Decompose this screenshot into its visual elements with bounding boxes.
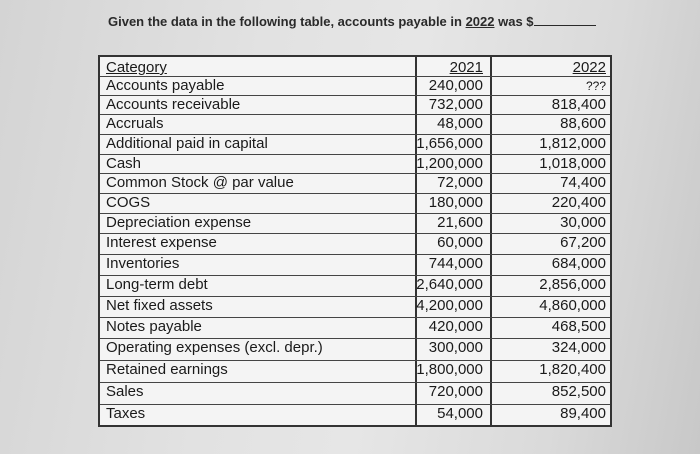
row-category: Sales xyxy=(106,383,144,400)
row-value-2021: 21,600 xyxy=(437,214,483,231)
row-category: Additional paid in capital xyxy=(106,135,268,152)
row-value-2021: 1,200,000 xyxy=(416,155,483,172)
row-category: COGS xyxy=(106,194,151,211)
row-value-2022: 89,400 xyxy=(560,405,606,422)
row-category: Common Stock @ par value xyxy=(106,174,294,191)
row-value-2021: 720,000 xyxy=(428,383,483,400)
row-value-2021: 732,000 xyxy=(428,96,483,113)
row-divider xyxy=(100,404,610,405)
row-value-2021: 300,000 xyxy=(428,339,483,356)
row-value-2022: 30,000 xyxy=(560,214,606,231)
row-category: Notes payable xyxy=(106,318,202,335)
row-category: Accounts payable xyxy=(106,77,225,94)
row-category: Cash xyxy=(106,155,142,172)
row-value-2021: 1,800,000 xyxy=(416,361,483,378)
row-divider xyxy=(100,382,610,383)
row-category: Inventories xyxy=(106,255,180,272)
table-grid xyxy=(100,57,610,425)
row-value-2021: 48,000 xyxy=(437,115,483,132)
row-value-2022: 1,018,000 xyxy=(539,155,606,172)
header-2021: 2021 xyxy=(449,59,483,76)
question-year: 2022 xyxy=(465,14,495,29)
row-category: Long-term debt xyxy=(106,276,208,293)
row-value-2022: 1,812,000 xyxy=(539,135,606,152)
answer-blank xyxy=(534,14,596,26)
row-value-2022: 74,400 xyxy=(560,174,606,191)
row-value-2021: 4,200,000 xyxy=(416,297,483,314)
row-value-2022: 4,860,000 xyxy=(539,297,606,314)
row-category: Accounts receivable xyxy=(106,96,241,113)
row-value-2022: 468,500 xyxy=(551,318,606,335)
row-value-2022: ??? xyxy=(585,79,606,93)
row-category: Taxes xyxy=(106,405,146,422)
row-value-2021: 2,640,000 xyxy=(416,276,483,293)
row-value-2022: 684,000 xyxy=(551,255,606,272)
row-category: Accruals xyxy=(106,115,164,132)
row-value-2021: 60,000 xyxy=(437,234,483,251)
row-value-2021: 54,000 xyxy=(437,405,483,422)
question-text xyxy=(108,14,596,29)
row-category: Depreciation expense xyxy=(106,214,252,231)
row-value-2022: 1,820,400 xyxy=(539,361,606,378)
header-2022: 2022 xyxy=(572,59,606,76)
row-category: Net fixed assets xyxy=(106,297,213,314)
header-category: Category xyxy=(106,59,167,76)
row-divider xyxy=(100,114,610,115)
row-value-2022: 324,000 xyxy=(551,339,606,356)
row-value-2022: 818,400 xyxy=(551,96,606,113)
row-value-2021: 744,000 xyxy=(428,255,483,272)
row-category: Retained earnings xyxy=(106,361,228,378)
row-value-2022: 2,856,000 xyxy=(539,276,606,293)
row-divider xyxy=(100,154,610,155)
row-value-2021: 180,000 xyxy=(428,194,483,211)
row-value-2021: 72,000 xyxy=(437,174,483,191)
row-value-2021: 420,000 xyxy=(428,318,483,335)
row-category: Operating expenses (excl. depr.) xyxy=(106,339,323,356)
data-table xyxy=(98,55,612,427)
row-value-2021: 240,000 xyxy=(428,77,483,94)
row-value-2022: 67,200 xyxy=(560,234,606,251)
column-divider-2021 xyxy=(490,57,492,425)
row-value-2022: 88,600 xyxy=(560,115,606,132)
row-category: Interest expense xyxy=(106,234,217,251)
row-divider xyxy=(100,193,610,194)
question-suffix: was $ xyxy=(494,14,534,29)
row-value-2021: 1,656,000 xyxy=(416,135,483,152)
row-value-2022: 220,400 xyxy=(551,194,606,211)
row-value-2022: 852,500 xyxy=(551,383,606,400)
question-prefix: Given the data in the following table, accounts payable in xyxy=(108,14,466,29)
